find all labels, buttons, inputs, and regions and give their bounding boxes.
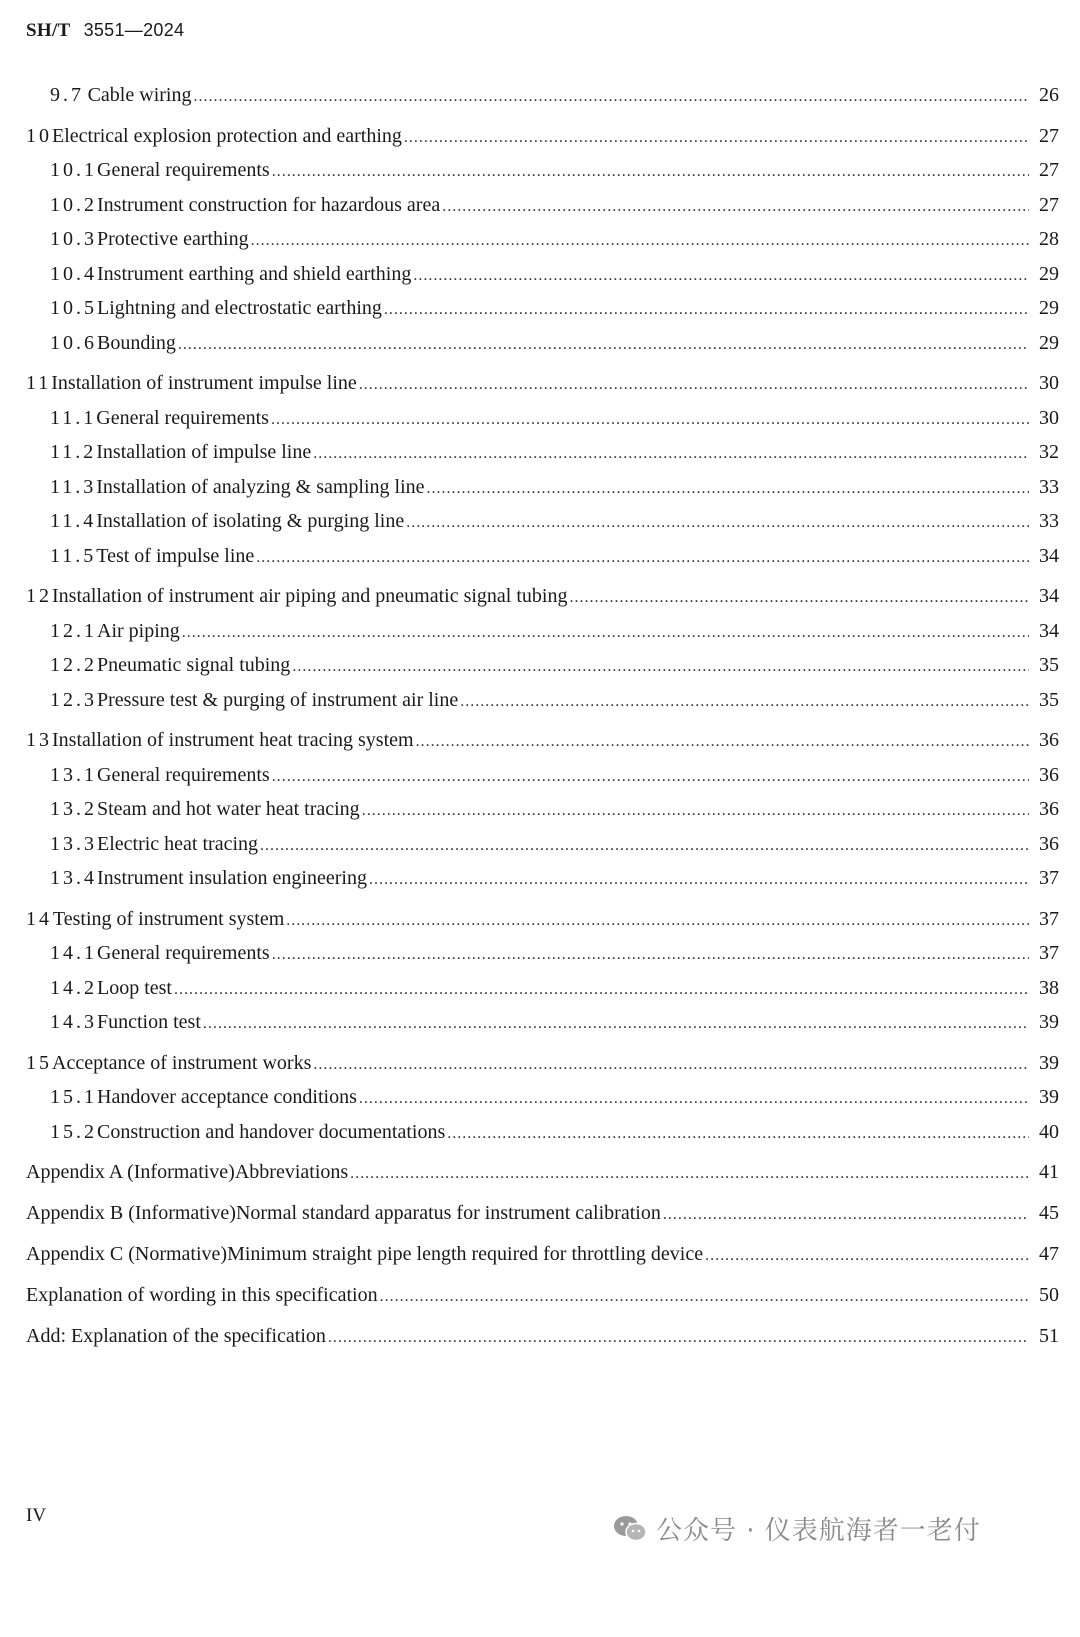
toc-entry-page: 36 <box>1039 729 1059 751</box>
toc-entry[interactable] <box>26 1284 1059 1319</box>
toc-leader-dots <box>369 871 1029 889</box>
toc-entry-number: 11.5 <box>50 544 97 567</box>
toc-entry-number: 11.4 <box>50 510 97 532</box>
toc-appendix-label: Appendix A (Informative) <box>26 1161 235 1183</box>
toc-leader-dots <box>460 693 1029 711</box>
toc-entry-number: 14.2 <box>50 976 97 999</box>
toc-entry[interactable] <box>26 1161 1059 1196</box>
toc-entry-number: 9.7 <box>50 84 84 106</box>
toc-entry-title: Installation of instrument air piping and pneumatic signal tubing <box>52 585 568 607</box>
toc-leader-dots <box>272 946 1029 964</box>
toc-entry[interactable] <box>26 585 1059 620</box>
toc-entry[interactable] <box>26 1086 1059 1121</box>
toc-entry-number: 15 <box>26 1051 52 1074</box>
toc-leader-dots <box>271 411 1029 429</box>
toc-entry-number: 10.1 <box>50 159 97 181</box>
toc-leader-dots <box>174 981 1029 999</box>
toc-entry-page: 33 <box>1039 475 1059 498</box>
toc-entry-page: 30 <box>1039 372 1059 394</box>
toc-leader-dots <box>359 376 1029 394</box>
toc-entry-page: 29 <box>1039 262 1059 285</box>
toc-entry-title: Loop test <box>97 976 172 999</box>
toc-entry-number: 10.5 <box>50 297 97 319</box>
toc-entry-page: 50 <box>1039 1284 1059 1306</box>
toc-entry-page: 27 <box>1039 193 1059 216</box>
toc-entry-number: 13.1 <box>50 763 97 786</box>
toc-leader-dots <box>406 514 1029 532</box>
toc-entry[interactable] <box>26 1243 1059 1278</box>
toc-entry-title: Cable wiring <box>87 84 192 106</box>
toc-entry-page: 34 <box>1039 585 1059 607</box>
toc-entry-number: 13 <box>26 729 52 751</box>
toc-entry[interactable] <box>26 125 1059 160</box>
wechat-icon <box>612 1514 648 1544</box>
toc-entry[interactable] <box>26 228 1059 263</box>
toc-entry-page: 41 <box>1039 1161 1059 1183</box>
toc-leader-dots <box>251 232 1029 250</box>
toc-entry-number: 13.2 <box>50 798 97 820</box>
toc-entry-title: Instrument insulation engineering <box>97 867 367 889</box>
toc-entry-title: Instrument earthing and shield earthing <box>97 262 412 285</box>
toc-entry-title: Testing of instrument system <box>52 907 285 930</box>
toc-entry-number: 11.2 <box>50 441 97 463</box>
toc-entry[interactable] <box>26 764 1059 799</box>
toc-entry[interactable] <box>26 194 1059 229</box>
toc-entry-page: 29 <box>1039 297 1059 319</box>
toc-entry-number: 14 <box>26 907 52 930</box>
toc-entry-page: 27 <box>1039 159 1059 181</box>
toc-entry[interactable] <box>26 476 1059 511</box>
toc-entry-title: Explanation of wording in this specification <box>26 1284 378 1306</box>
toc-entry-number: 11.1 <box>50 406 97 429</box>
toc-entry-title: Function test <box>97 1011 201 1033</box>
toc-entry-number: 14.1 <box>50 942 97 964</box>
toc-entry[interactable] <box>26 867 1059 902</box>
toc-entry[interactable] <box>26 159 1059 194</box>
toc-entry-page: 30 <box>1039 406 1059 429</box>
toc-entry-title: Instrument construction for hazardous area <box>97 193 441 216</box>
toc-leader-dots <box>178 336 1029 354</box>
toc-leader-dots <box>569 589 1029 607</box>
toc-entry-title: Handover acceptance conditions <box>97 1086 357 1108</box>
toc-entry-title: Abbreviations <box>234 1161 349 1183</box>
toc-entry-number: 11 <box>26 372 52 394</box>
toc-leader-dots <box>427 480 1029 498</box>
toc-entry-page: 34 <box>1039 544 1059 567</box>
toc-entry-number: 10 <box>26 124 52 147</box>
toc-entry[interactable] <box>26 1121 1059 1156</box>
standard-code: SH/T <box>26 20 71 41</box>
toc-entry-page: 36 <box>1039 763 1059 786</box>
toc-leader-dots <box>286 912 1029 930</box>
toc-entry-title: General requirements <box>97 763 270 786</box>
toc-entry-title: General requirements <box>96 406 269 429</box>
toc-entry-number: 13.3 <box>50 832 97 855</box>
toc-leader-dots <box>292 658 1029 676</box>
toc-entry[interactable] <box>26 729 1059 764</box>
toc-entry-page: 36 <box>1039 798 1059 820</box>
toc-entry-number: 11.3 <box>50 475 97 498</box>
toc-entry[interactable] <box>26 689 1059 724</box>
toc-entry[interactable] <box>26 372 1059 407</box>
toc-entry-title: Pneumatic signal tubing <box>97 654 291 676</box>
toc-leader-dots <box>380 1288 1029 1306</box>
toc-entry-title: General requirements <box>97 942 270 964</box>
toc-leader-dots <box>442 198 1029 216</box>
toc-entry-page: 39 <box>1039 1051 1059 1074</box>
toc-leader-dots <box>663 1206 1029 1224</box>
toc-leader-dots <box>328 1329 1029 1347</box>
toc-leader-dots <box>272 768 1029 786</box>
toc-leader-dots <box>404 129 1029 147</box>
toc-entry[interactable] <box>26 942 1059 977</box>
toc-entry-title: Acceptance of instrument works <box>52 1051 312 1074</box>
document-header <box>26 20 184 42</box>
toc-entry-number: 12 <box>26 585 52 607</box>
toc-entry-page: 34 <box>1039 619 1059 642</box>
watermark-text: 公众号 · 仪表航海者一老付 <box>656 1516 981 1546</box>
toc-entry-title: Air piping <box>97 619 180 642</box>
toc-entry-title: Installation of impulse line <box>96 441 312 463</box>
toc-entry[interactable] <box>26 84 1059 119</box>
toc-entry-number: 10.6 <box>50 331 97 354</box>
toc-appendix-label: Appendix C (Normative) <box>26 1243 228 1265</box>
toc-entry-number: 10.2 <box>50 193 97 216</box>
toc-entry-title: General requirements <box>97 159 270 181</box>
toc-entry-page: 37 <box>1039 942 1059 964</box>
toc-entry-page: 39 <box>1039 1011 1059 1033</box>
toc-entry-title: Pressure test & purging of instrument air line <box>97 688 459 711</box>
toc-leader-dots <box>359 1090 1029 1108</box>
toc-entry-title: Installation of instrument impulse line <box>51 372 357 394</box>
toc-entry-title: Add: Explanation of the specification <box>26 1325 326 1347</box>
toc-entry-title: Installation of instrument heat tracing system <box>52 729 414 751</box>
toc-entry[interactable] <box>26 977 1059 1012</box>
toc-entry-title: Installation of isolating & purging line <box>96 510 405 532</box>
toc-leader-dots <box>447 1125 1029 1143</box>
toc-entry[interactable] <box>26 510 1059 545</box>
table-of-contents <box>26 84 1059 1360</box>
toc-entry-page: 45 <box>1039 1202 1059 1224</box>
toc-entry-page: 29 <box>1039 331 1059 354</box>
toc-entry-page: 32 <box>1039 441 1059 463</box>
toc-entry-title: Protective earthing <box>97 228 249 250</box>
standard-number: 3551—2024 <box>83 20 185 40</box>
toc-entry-title: Steam and hot water heat tracing <box>97 798 360 820</box>
toc-leader-dots <box>313 445 1029 463</box>
page-number: IV <box>26 1505 47 1526</box>
toc-entry[interactable] <box>26 654 1059 689</box>
toc-leader-dots <box>413 267 1029 285</box>
toc-entry-number: 13.4 <box>50 867 97 889</box>
toc-leader-dots <box>416 733 1029 751</box>
toc-entry-page: 35 <box>1039 654 1059 676</box>
toc-entry-page: 28 <box>1039 228 1059 250</box>
toc-entry-title: Electrical explosion protection and earthing <box>52 124 402 147</box>
toc-leader-dots <box>705 1247 1029 1265</box>
toc-leader-dots <box>182 624 1029 642</box>
toc-entry[interactable] <box>26 1052 1059 1087</box>
toc-entry[interactable] <box>26 297 1059 332</box>
toc-leader-dots <box>272 163 1029 181</box>
toc-entry[interactable] <box>26 263 1059 298</box>
toc-leader-dots <box>203 1015 1029 1033</box>
toc-entry-title: Test of impulse line <box>96 544 255 567</box>
toc-entry[interactable] <box>26 1011 1059 1046</box>
toc-entry[interactable] <box>26 620 1059 655</box>
toc-entry-title: Construction and handover documentations <box>97 1120 446 1143</box>
toc-entry-page: 36 <box>1039 832 1059 855</box>
toc-entry-number: 12.3 <box>50 688 97 711</box>
toc-entry-title: Bounding <box>97 331 176 354</box>
toc-entry-title: Normal standard apparatus for instrument calibration <box>235 1202 661 1224</box>
toc-entry-number: 10.3 <box>50 228 97 250</box>
toc-entry-page: 39 <box>1039 1086 1059 1108</box>
toc-entry-page: 35 <box>1039 688 1059 711</box>
toc-entry-number: 15.1 <box>50 1086 97 1108</box>
toc-leader-dots <box>384 301 1029 319</box>
toc-entry-number: 15.2 <box>50 1120 97 1143</box>
toc-entry-number: 12.1 <box>50 619 97 642</box>
toc-entry-number: 10.4 <box>50 262 97 285</box>
toc-entry[interactable] <box>26 545 1059 580</box>
toc-leader-dots <box>350 1165 1029 1183</box>
toc-entry-title: Minimum straight pipe length required for throttling device <box>227 1243 704 1265</box>
toc-leader-dots <box>193 88 1029 106</box>
toc-entry-page: 33 <box>1039 510 1059 532</box>
toc-leader-dots <box>256 549 1029 567</box>
toc-entry[interactable] <box>26 407 1059 442</box>
toc-entry[interactable] <box>26 1325 1059 1360</box>
toc-leader-dots <box>313 1056 1029 1074</box>
toc-entry-number: 14.3 <box>50 1011 97 1033</box>
toc-entry-number: 12.2 <box>50 654 97 676</box>
toc-entry[interactable] <box>26 798 1059 833</box>
toc-entry-page: 38 <box>1039 976 1059 999</box>
toc-entry-title: Installation of analyzing & sampling line <box>96 475 425 498</box>
toc-entry[interactable] <box>26 908 1059 943</box>
toc-entry[interactable] <box>26 332 1059 367</box>
toc-entry-page: 26 <box>1039 84 1059 106</box>
toc-entry[interactable] <box>26 441 1059 476</box>
watermark <box>612 1510 981 1547</box>
toc-entry-page: 27 <box>1039 124 1059 147</box>
toc-leader-dots <box>260 837 1029 855</box>
toc-entry-page: 51 <box>1039 1325 1059 1347</box>
toc-entry-page: 40 <box>1039 1120 1059 1143</box>
toc-entry-title: Electric heat tracing <box>97 832 259 855</box>
toc-entry-page: 37 <box>1039 867 1059 889</box>
toc-entry-title: Lightning and electrostatic earthing <box>97 297 382 319</box>
toc-entry-page: 47 <box>1039 1243 1059 1265</box>
toc-entry[interactable] <box>26 1202 1059 1237</box>
toc-leader-dots <box>362 802 1029 820</box>
toc-entry-page: 37 <box>1039 907 1059 930</box>
toc-appendix-label: Appendix B (Informative) <box>26 1202 236 1224</box>
toc-entry[interactable] <box>26 833 1059 868</box>
